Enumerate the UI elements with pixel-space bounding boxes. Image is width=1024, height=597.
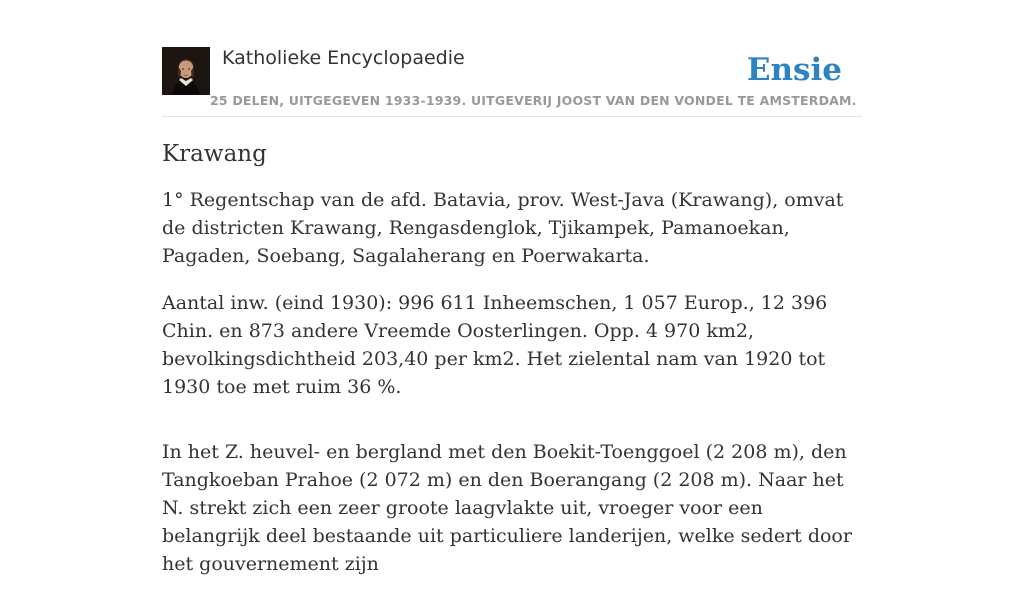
article-paragraph: Aantal inw. (eind 1930): 996 611 Inheemschen, 1 057 Europ., 12 396 Chin. en 873 andere Vreemde Oosterlingen. Opp. 4 970 km2, bevolkingsdichtheid 203,40 per km2. Het zielental nam van 1920 tot 1930 toe met ruim 36 %. [162, 292, 828, 398]
article [162, 138, 862, 597]
site-header [162, 46, 862, 117]
site-subtitle: 25 DELEN, UITGEGEVEN 1933-1939. UITGEVERIJ JOOST VAN DEN VONDEL TE AMSTERDAM. [210, 93, 857, 108]
article-paragraph: 1° Regentschap van de afd. Batavia, prov. West-Java (Krawang), omvat de districten Krawang, Rengasdenglok, Tjikampek, Pamanoekan, Pagaden, Soebang, Sagalaherang en Poerwakarta. [162, 189, 844, 267]
article-paragraph: In het Z. heuvel- en bergland met den Boekit-Toenggoel (2 208 m), den Tangkoeban Prahoe (2 072 m) en den Boerangang (2 208 m). Naar het N. strekt zich een zeer groote laagvlakte uit, vroeger voor een belangrijk deel bestaande uit particuliere landerijen, welke sedert door het gouvernement zijn [162, 441, 852, 575]
brand-logo-link[interactable]: Ensie [746, 52, 842, 88]
article-title: Krawang [162, 141, 267, 167]
portrait-avatar-icon[interactable] [162, 47, 210, 95]
portrait-avatar-graphic [162, 47, 210, 95]
site-title[interactable]: Katholieke Encyclopaedie [222, 47, 465, 69]
